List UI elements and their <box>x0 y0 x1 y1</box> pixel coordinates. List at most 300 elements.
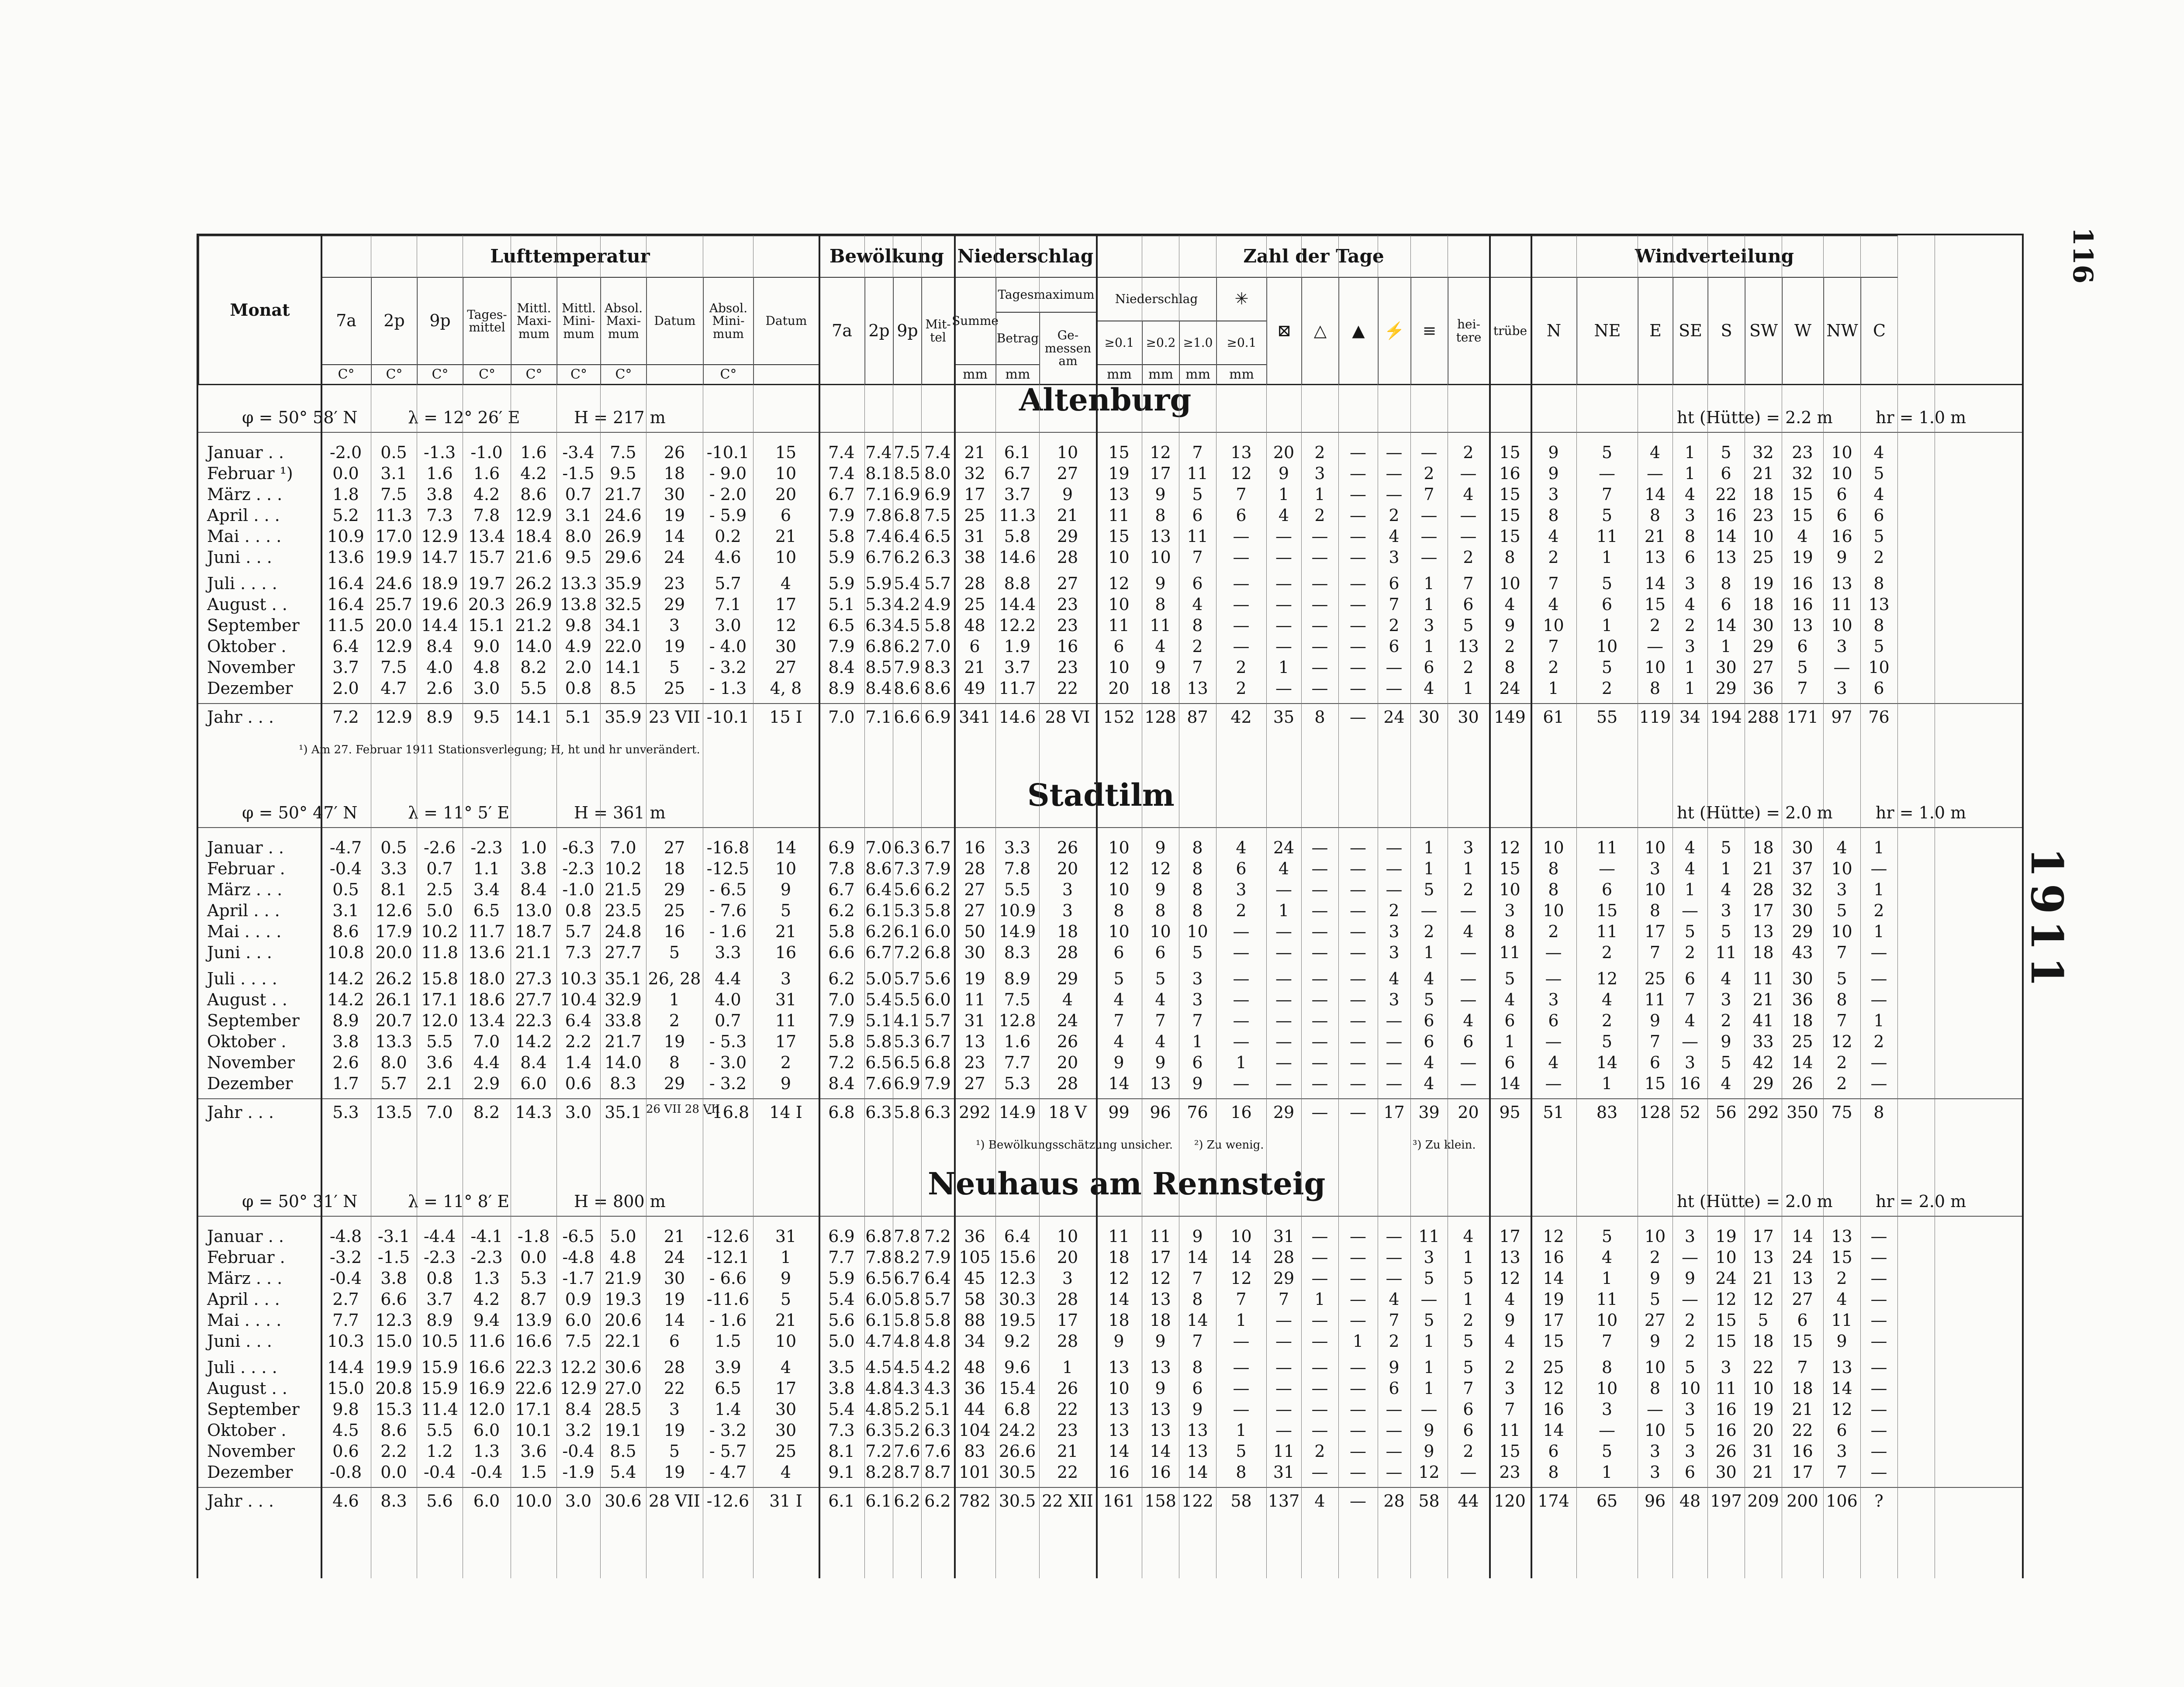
table-cell: — <box>1870 1358 1887 1377</box>
table-cell: — <box>1460 506 1477 525</box>
table-cell: 4 <box>1504 595 1515 614</box>
table-cell: — <box>1275 880 1292 899</box>
table-cell: 49 <box>964 679 985 698</box>
table-cell: 4 <box>1684 838 1696 857</box>
thunder-icon: ▲ <box>1338 277 1378 384</box>
table-cell: 28.5 <box>605 1400 642 1419</box>
table-cell: 16 <box>1057 637 1078 656</box>
table-cell: 24.6 <box>605 506 642 525</box>
column-rule <box>556 235 557 1578</box>
table-cell: 4.5 <box>332 1421 359 1440</box>
table-cell: — <box>1420 527 1438 546</box>
table-cell: 11.3 <box>999 506 1036 525</box>
table-cell: 12 <box>1108 1269 1130 1288</box>
table-cell: 8 <box>1192 1290 1203 1309</box>
table-cell: 5 <box>1797 658 1808 677</box>
table-cell: 0.7 <box>715 1011 741 1030</box>
table-cell: 9 <box>1684 1269 1696 1288</box>
days-threshold: ≥1.0 <box>1179 321 1216 364</box>
table-cell: 8 <box>1504 548 1515 567</box>
table-cell: 7.9 <box>828 637 855 656</box>
table-cell: 7 <box>1463 574 1474 593</box>
gauge-height: hr = 1.0 m <box>1876 408 1966 427</box>
table-cell: 10 <box>1108 880 1130 899</box>
table-cell: — <box>1233 990 1250 1009</box>
table-cell: 6 <box>1192 1053 1203 1072</box>
table-cell: 6 <box>1721 464 1731 483</box>
gauge-height: hr = 1.0 m <box>1876 803 1966 822</box>
group-header-precip: Niederschlag <box>954 235 1096 277</box>
table-cell: 18 <box>1752 595 1774 614</box>
table-cell: 8 <box>1192 1358 1203 1377</box>
table-cell: 3.8 <box>828 1379 855 1398</box>
table-cell: 22 <box>1792 1421 1813 1440</box>
hut-height: ht (Hütte) = 2.0 m <box>1677 803 1833 822</box>
table-cell: 2 <box>1236 658 1247 677</box>
table-cell: 14 <box>1543 1421 1564 1440</box>
table-cell: 8 <box>1504 922 1515 941</box>
table-cell: 16 <box>1831 527 1852 546</box>
table-cell: 14.1 <box>605 658 642 677</box>
table-cell: 36 <box>964 1227 985 1246</box>
table-cell: 30 <box>775 1421 797 1440</box>
table-cell: 1.3 <box>473 1269 500 1288</box>
year-row <box>198 707 2022 728</box>
table-row <box>198 464 2022 485</box>
table-cell: 23 VII <box>649 707 700 727</box>
table-cell: -1.3 <box>423 443 456 462</box>
table-cell: 13 <box>1150 1358 1171 1377</box>
table-cell: 19.9 <box>375 548 412 567</box>
table-cell: 1.6 <box>520 443 547 462</box>
table-cell: - 5.9 <box>709 506 747 525</box>
table-cell: 29 <box>1752 1074 1774 1093</box>
table-cell: 5 <box>1601 1032 1613 1051</box>
table-cell: 4.8 <box>865 1400 892 1419</box>
table-cell: 5.5 <box>426 1032 453 1051</box>
table-cell: 171 <box>1787 707 1818 727</box>
table-cell: 8.6 <box>894 679 920 698</box>
table-cell: 44 <box>964 1400 985 1419</box>
table-cell: 25 <box>1644 969 1666 988</box>
table-cell: 6.8 <box>865 637 892 656</box>
table-cell: 6.2 <box>865 922 892 941</box>
table-cell: 3.8 <box>520 859 547 878</box>
table-cell: 10.9 <box>999 901 1036 920</box>
table-cell: 3 <box>1062 1269 1073 1288</box>
table-cell: — <box>1275 637 1292 656</box>
table-cell: 1.6 <box>1004 1032 1031 1051</box>
table-cell: — <box>1233 1400 1250 1419</box>
table-cell: 22.6 <box>515 1379 552 1398</box>
column-rule <box>1860 235 1861 1578</box>
table-cell: 12.9 <box>560 1379 597 1398</box>
table-cell: — <box>1870 1442 1887 1461</box>
table-cell: 9 <box>1548 464 1559 483</box>
table-cell: -12.6 <box>706 1227 750 1246</box>
table-cell: 3.1 <box>332 901 359 920</box>
table-cell: 7 <box>1601 485 1613 504</box>
table-cell: 6 <box>1504 1053 1515 1072</box>
table-cell: 7 <box>1192 443 1203 462</box>
table-cell: 122 <box>1182 1491 1213 1511</box>
table-cell: 7.4 <box>924 443 951 462</box>
table-cell: 9.6 <box>1004 1358 1031 1377</box>
table-cell: 30 <box>1715 658 1737 677</box>
table-cell: — <box>1350 1103 1366 1122</box>
table-row <box>198 1227 2022 1248</box>
table-cell: 7 <box>1192 1011 1203 1030</box>
table-cell: 16 <box>1792 574 1813 593</box>
table-cell: — <box>1233 1332 1250 1351</box>
table-cell: — <box>1350 548 1366 567</box>
table-cell: — <box>1386 1400 1403 1419</box>
table-cell: 1 <box>1601 548 1613 567</box>
wind-col-header-N: N <box>1531 277 1576 384</box>
table-cell: 10 <box>1499 574 1521 593</box>
table-cell: 15 <box>1499 443 1521 462</box>
table-cell: 17 <box>1150 464 1171 483</box>
table-cell: 5.5 <box>894 990 920 1009</box>
table-cell: — <box>1311 1463 1328 1482</box>
table-cell: 17 <box>1752 901 1774 920</box>
table-cell: 13.4 <box>468 1011 505 1030</box>
table-cell: 11 <box>1831 595 1852 614</box>
table-cell: 152 <box>1103 707 1135 727</box>
table-cell: — <box>1870 1248 1887 1267</box>
table-cell: — <box>1275 1358 1292 1377</box>
table-cell: 20 <box>1108 679 1130 698</box>
table-cell: 7 <box>1836 943 1847 962</box>
table-cell: 9.4 <box>473 1311 500 1330</box>
table-cell: 20.6 <box>605 1311 642 1330</box>
table-cell: 6.1 <box>1004 443 1031 462</box>
table-cell: - 1.6 <box>709 922 747 941</box>
table-cell: 8 <box>1192 838 1203 857</box>
table-cell: 9 <box>1424 1442 1434 1461</box>
table-cell: 4 <box>1155 637 1166 656</box>
table-cell: 28 <box>1057 1074 1078 1093</box>
table-cell: 3.0 <box>565 1491 592 1511</box>
table-cell: 8.6 <box>380 1421 407 1440</box>
table-cell: -1.5 <box>562 464 594 483</box>
days-unit: mm <box>1216 364 1266 384</box>
table-cell: 28 <box>1057 943 1078 962</box>
table-cell: 1.8 <box>332 485 359 504</box>
table-cell: 5.4 <box>828 1400 855 1419</box>
table-cell: 11 <box>964 990 985 1009</box>
table-cell: 7.5 <box>565 1332 592 1351</box>
table-cell: 7.3 <box>894 859 920 878</box>
table-cell: 6.3 <box>865 1103 892 1122</box>
table-cell: 1 <box>1463 1248 1474 1267</box>
table-cell: -2.0 <box>329 443 362 462</box>
table-cell: 17 <box>775 1379 797 1398</box>
table-cell: 27.7 <box>605 943 642 962</box>
table-cell: 14 <box>663 1311 685 1330</box>
table-row <box>198 1290 2022 1311</box>
table-cell: 7 <box>1192 548 1203 567</box>
table-cell: — <box>1311 1074 1328 1093</box>
table-cell: 3.4 <box>473 880 500 899</box>
table-cell: 28 <box>1752 880 1774 899</box>
table-cell: 1.4 <box>715 1400 741 1419</box>
table-cell: 3 <box>1548 990 1559 1009</box>
table-cell: 6 <box>1463 595 1474 614</box>
table-cell: 6.6 <box>380 1290 407 1309</box>
table-cell: 12.2 <box>999 616 1036 635</box>
table-cell: 16 <box>1108 1463 1130 1482</box>
table-cell: 14 <box>1230 1248 1252 1267</box>
table-cell: 782 <box>959 1491 991 1511</box>
table-cell: 10 <box>1868 658 1890 677</box>
table-cell: 10 <box>1679 1379 1701 1398</box>
table-cell: 3.8 <box>332 1032 359 1051</box>
table-cell: 1 <box>1314 485 1325 504</box>
table-cell: — <box>1386 859 1403 878</box>
table-cell: 20 <box>1057 1248 1078 1267</box>
table-cell: 3 <box>1649 859 1661 878</box>
table-cell: 4.2 <box>473 1290 500 1309</box>
table-cell: — <box>1870 1400 1887 1419</box>
table-cell: 13 <box>1715 548 1737 567</box>
table-cell: 16.4 <box>327 595 364 614</box>
table-cell: 5.7 <box>924 1290 951 1309</box>
table-cell: 4 <box>1062 990 1073 1009</box>
table-cell: 21 <box>775 1311 797 1330</box>
table-cell: 1 <box>1684 464 1696 483</box>
temp-unit: C° <box>417 364 463 384</box>
table-cell: 9 <box>1389 1358 1400 1377</box>
table-cell: — <box>1311 637 1328 656</box>
table-cell: 200 <box>1787 1491 1818 1511</box>
table-cell: 27 <box>663 838 685 857</box>
table-cell: 9.8 <box>332 1400 359 1419</box>
table-cell: 3 <box>1649 1442 1661 1461</box>
table-cell: — <box>1350 679 1366 698</box>
table-cell: 8.5 <box>610 1442 636 1461</box>
table-cell: — <box>1350 1053 1366 1072</box>
table-cell: — <box>1460 901 1477 920</box>
table-cell: 5 <box>1192 485 1203 504</box>
days-unit: mm <box>1096 364 1142 384</box>
table-cell: 9.8 <box>565 616 592 635</box>
days-threshold: ≥0.1 <box>1096 321 1142 364</box>
table-cell: 18.6 <box>468 990 505 1009</box>
table-cell: — <box>1275 1379 1292 1398</box>
table-cell: 6 <box>1836 506 1847 525</box>
table-cell: -2.3 <box>470 1248 503 1267</box>
table-cell: 10 <box>1644 658 1666 677</box>
table-cell: 5.3 <box>520 1269 547 1288</box>
table-cell: 6.3 <box>865 616 892 635</box>
table-cell: 3.5 <box>828 1358 855 1377</box>
table-cell: — <box>1350 880 1366 899</box>
month-label: Juni . . . <box>207 548 272 567</box>
table-cell: ? <box>1874 1491 1883 1511</box>
table-cell: 6 <box>1684 969 1696 988</box>
table-cell: 8 <box>1649 1379 1661 1398</box>
table-cell: 17.9 <box>375 922 412 941</box>
table-cell: 4.7 <box>380 679 407 698</box>
table-cell: 2 <box>1424 464 1434 483</box>
table-cell: 16 <box>663 922 685 941</box>
table-cell: 32.5 <box>605 595 642 614</box>
table-cell: — <box>1350 1269 1366 1288</box>
table-cell: 12 <box>1230 464 1252 483</box>
table-cell: 17 <box>1644 922 1666 941</box>
table-row <box>198 506 2022 527</box>
table-cell: 9 <box>780 1074 791 1093</box>
table-cell: 7.1 <box>715 595 741 614</box>
table-cell: — <box>1870 1311 1887 1330</box>
table-cell: 8.2 <box>473 1103 500 1122</box>
table-cell: — <box>1350 595 1366 614</box>
table-cell: 11 <box>775 1011 797 1030</box>
table-cell: 26 VII 28 VII <box>646 1103 720 1116</box>
table-cell: — <box>1420 506 1438 525</box>
table-cell: 29.6 <box>605 548 642 567</box>
table-cell: 3 <box>1424 1248 1434 1267</box>
table-cell: 6.7 <box>924 838 951 857</box>
station-latitude: φ = 50° 58′ N <box>242 408 358 427</box>
table-cell: 30 <box>663 485 685 504</box>
table-cell: 1 <box>1684 880 1696 899</box>
table-cell: 6.2 <box>894 637 920 656</box>
table-cell: 3 <box>1836 679 1847 698</box>
wind-col-header-NW: NW <box>1823 277 1860 384</box>
table-cell: 6 <box>780 506 791 525</box>
table-cell: 5 <box>1601 574 1613 593</box>
table-cell: 15 <box>1499 527 1521 546</box>
month-label: August . . <box>207 595 287 614</box>
table-cell: 6.4 <box>565 1011 592 1030</box>
table-cell: — <box>1275 969 1292 988</box>
table-cell: 21 <box>1057 1442 1078 1461</box>
table-cell: 13.6 <box>327 548 364 567</box>
table-cell: 5.8 <box>894 1311 920 1330</box>
table-cell: 3.6 <box>426 1053 453 1072</box>
table-cell: 7.8 <box>1004 859 1031 878</box>
table-cell: 15 <box>1499 1442 1521 1461</box>
table-cell: 15 <box>1499 859 1521 878</box>
table-cell: — <box>1460 1074 1477 1093</box>
station-height: H = 800 m <box>574 1192 666 1211</box>
table-cell: — <box>1311 1053 1328 1072</box>
table-cell: 292 <box>1747 1103 1779 1122</box>
table-cell: 0.7 <box>426 859 453 878</box>
table-row <box>198 1032 2022 1053</box>
table-cell: -6.5 <box>562 1227 594 1246</box>
table-cell: 104 <box>959 1421 991 1440</box>
table-cell: 7.6 <box>865 1074 892 1093</box>
table-cell: 1 <box>1721 637 1731 656</box>
group-header-cloud: Bewölkung <box>819 235 954 277</box>
table-cell: 6.0 <box>865 1290 892 1309</box>
table-cell: 8 <box>1548 859 1559 878</box>
table-cell: 2 <box>1836 1053 1847 1072</box>
table-cell: 0.7 <box>565 485 592 504</box>
table-cell: — <box>1233 637 1250 656</box>
table-cell: 3 <box>1389 943 1400 962</box>
table-cell: 22 <box>1752 1358 1774 1377</box>
table-cell: — <box>1275 1074 1292 1093</box>
table-cell: 12 <box>1150 1269 1171 1288</box>
table-cell: 6.3 <box>865 1421 892 1440</box>
table-cell: 1 <box>1278 485 1289 504</box>
table-cell: 19 <box>964 969 985 988</box>
table-cell: 2 <box>1836 1074 1847 1093</box>
table-cell: 6.9 <box>894 485 920 504</box>
table-cell: 6 <box>1463 1421 1474 1440</box>
table-cell: 26 <box>1057 1032 1078 1051</box>
table-cell: 5 <box>1113 969 1124 988</box>
table-cell: 11 <box>1715 1379 1737 1398</box>
table-cell: — <box>1233 943 1250 962</box>
table-cell: 4 <box>1463 922 1474 941</box>
table-cell: 4.8 <box>924 1332 951 1351</box>
table-cell: -3.4 <box>562 443 594 462</box>
table-cell: 2 <box>1389 506 1400 525</box>
table-cell: — <box>1311 922 1328 941</box>
temp-col-header: Mittl. Maxi- mum <box>511 277 556 364</box>
table-cell: — <box>1386 1269 1403 1288</box>
table-cell: 0.5 <box>332 880 359 899</box>
table-cell: 1 <box>1548 679 1559 698</box>
table-cell: 3 <box>1062 901 1073 920</box>
table-cell: 9 <box>1155 574 1166 593</box>
table-cell: -0.4 <box>562 1442 594 1461</box>
table-cell: -2.3 <box>562 859 594 878</box>
table-cell: 30 <box>1792 838 1813 857</box>
table-cell: 4.2 <box>894 595 920 614</box>
table-cell: — <box>1386 1053 1403 1072</box>
table-cell: 8 <box>1548 1463 1559 1482</box>
table-cell: 6 <box>1236 859 1247 878</box>
table-cell: 4 <box>1113 990 1124 1009</box>
table-cell: 4 <box>1236 838 1247 857</box>
station-longitude: λ = 11° 5′ E <box>408 803 510 822</box>
table-cell: 1 <box>1463 679 1474 698</box>
table-cell: 14.9 <box>999 922 1036 941</box>
table-cell: 7.4 <box>828 443 855 462</box>
table-cell: 30 <box>775 637 797 656</box>
table-cell: — <box>1311 616 1328 635</box>
table-row <box>198 443 2022 464</box>
table-cell: 8 <box>1649 679 1661 698</box>
table-cell: 8 <box>1649 901 1661 920</box>
table-cell: 10 <box>1596 1379 1618 1398</box>
table-cell: 8 <box>1601 1358 1613 1377</box>
table-cell: 15 <box>1499 485 1521 504</box>
table-cell: 6 <box>1836 1421 1847 1440</box>
table-cell: 24 <box>1273 838 1295 857</box>
table-cell: 7.6 <box>924 1442 951 1461</box>
table-cell: 4 <box>1389 1290 1400 1309</box>
table-cell: 22.0 <box>605 637 642 656</box>
table-cell: 29 <box>1752 637 1774 656</box>
table-cell: 7.5 <box>894 443 920 462</box>
table-cell: 30.3 <box>999 1290 1036 1309</box>
table-cell: 30.5 <box>999 1491 1036 1511</box>
table-cell: 11 <box>1596 527 1618 546</box>
table-cell: 4 <box>1721 1074 1731 1093</box>
table-cell: 7.7 <box>1004 1053 1031 1072</box>
table-cell: 9.1 <box>828 1463 855 1482</box>
table-cell: 24 <box>1715 1269 1737 1288</box>
table-cell: 8.5 <box>894 464 920 483</box>
table-cell: — <box>1311 1311 1328 1330</box>
